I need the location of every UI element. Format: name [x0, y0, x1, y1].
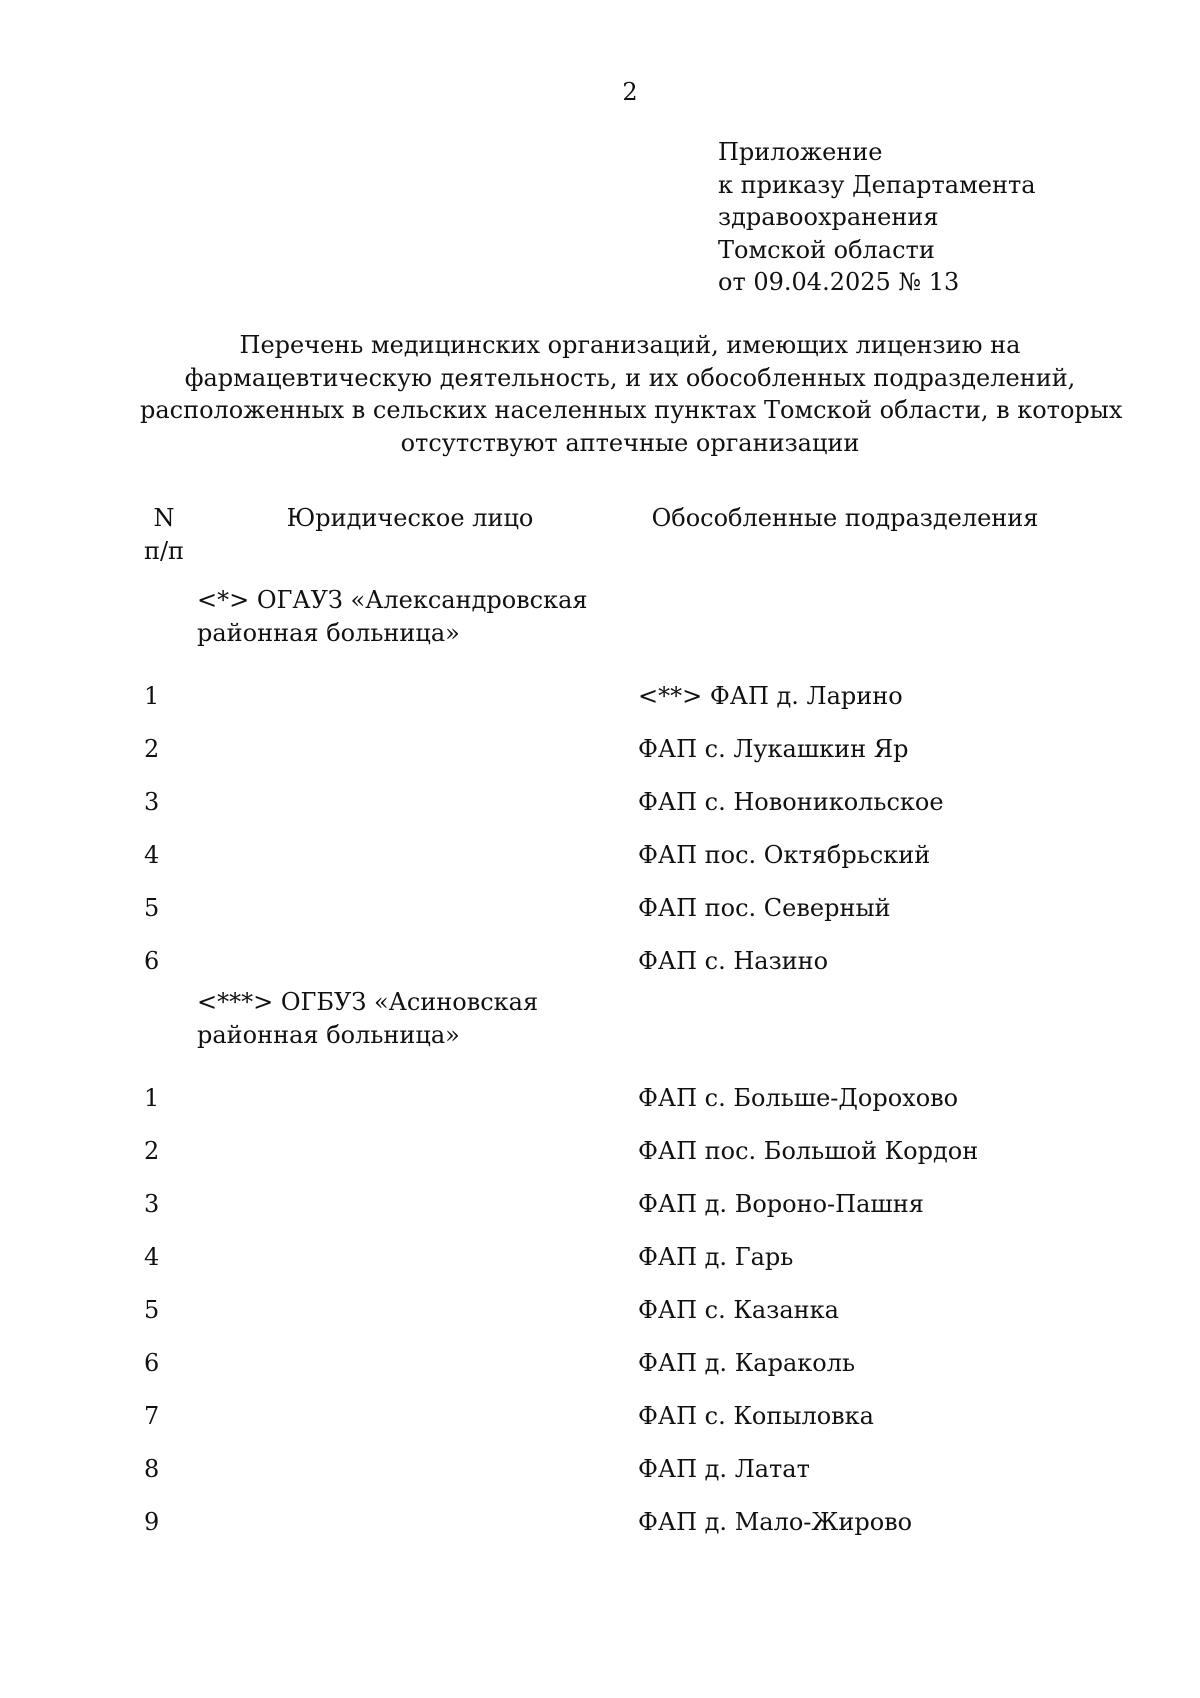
row-number: 3: [144, 1190, 160, 1218]
title-line: фармацевтическую деятельность, и их обособленных подразделений,: [184, 363, 1076, 392]
appendix-line: к приказу Департамента: [718, 170, 1036, 199]
branch-name: ФАП д. Вороно-Пашня: [638, 1190, 924, 1218]
row-number: 3: [144, 788, 160, 816]
title-line: расположенных в сельских населенных пунктах Томской области, в которых: [140, 396, 1123, 424]
branch-name: ФАП д. Гарь: [638, 1243, 794, 1271]
row-number: 9: [144, 1508, 160, 1536]
column-header-number-line2: п/п: [143, 536, 185, 565]
row-number: 5: [144, 1296, 160, 1324]
table-row: [0, 1134, 1200, 1168]
appendix-line: от 09.04.2025 № 13: [718, 268, 960, 296]
row-number: 8: [144, 1455, 160, 1483]
branch-name: ФАП с. Больше-Дорохово: [638, 1084, 959, 1112]
row-number: 5: [144, 894, 160, 922]
table-row: [0, 1187, 1200, 1221]
row-number: 1: [144, 1084, 160, 1112]
organization-name-line: <*> ОГАУЗ «Александровская: [197, 586, 588, 614]
row-number: 6: [144, 947, 160, 975]
organization-name: [197, 986, 617, 1051]
row-number: 4: [144, 841, 160, 869]
branch-name: ФАП с. Казанка: [638, 1296, 839, 1324]
row-number: 2: [144, 1137, 160, 1165]
table-row: [0, 944, 1200, 978]
row-number: 4: [144, 1243, 160, 1271]
table-row: [0, 785, 1200, 819]
table-row: [0, 891, 1200, 925]
branch-name: ФАП с. Новоникольское: [638, 788, 944, 816]
appendix-line: здравоохранения: [718, 203, 939, 231]
branch-name: ФАП пос. Северный: [638, 894, 891, 922]
table-row: [0, 838, 1200, 872]
table-row: [0, 1081, 1200, 1115]
row-number: 1: [144, 682, 160, 710]
table-row: [0, 732, 1200, 766]
appendix-line: Томской области: [718, 235, 935, 264]
title-line: Перечень медицинских организаций, имеющих лицензию на: [239, 331, 1021, 359]
title-line: отсутствуют аптечные организации: [400, 428, 860, 457]
appendix-line: Приложение: [718, 138, 883, 166]
row-number: 7: [144, 1402, 160, 1430]
table-row: [0, 1505, 1200, 1539]
column-header-number-line1: N: [153, 504, 175, 532]
table-row: [0, 1240, 1200, 1274]
table-row: [0, 1346, 1200, 1380]
organization-name-line: районная больница»: [197, 618, 460, 647]
table-row: [0, 1293, 1200, 1327]
column-header-branches: Обособленные подразделения: [651, 504, 1039, 532]
row-number: 6: [144, 1349, 160, 1377]
branch-name: ФАП д. Латат: [638, 1455, 810, 1483]
branch-name: <**> ФАП д. Ларино: [638, 682, 903, 710]
organization-name: [197, 584, 617, 649]
column-header-entity: Юридическое лицо: [286, 504, 534, 532]
branch-name: ФАП с. Копыловка: [638, 1402, 874, 1430]
page-number: 2: [622, 78, 638, 106]
table-row: [0, 1452, 1200, 1486]
branch-name: ФАП с. Лукашкин Яр: [638, 735, 909, 763]
organization-name-line: <***> ОГБУЗ «Асиновская: [197, 988, 539, 1016]
branch-name: ФАП пос. Большой Кордон: [638, 1137, 979, 1165]
table-row: [0, 679, 1200, 713]
branch-name: ФАП д. Мало-Жирово: [638, 1508, 913, 1536]
branch-name: ФАП пос. Октябрьский: [638, 841, 931, 869]
row-number: 2: [144, 735, 160, 763]
branch-name: ФАП с. Назино: [638, 947, 829, 975]
table-row: [0, 1399, 1200, 1433]
branch-name: ФАП д. Караколь: [638, 1349, 856, 1377]
organization-name-line: районная больница»: [197, 1020, 460, 1049]
